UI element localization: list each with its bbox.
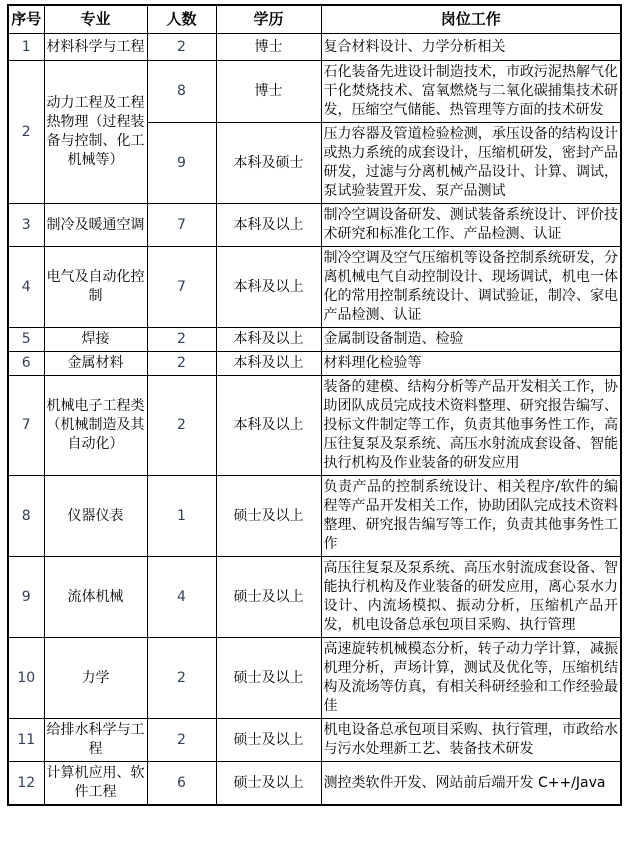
row-number-cell: 8 <box>8 476 44 557</box>
major-cell: 电气及自动化控制 <box>44 247 147 328</box>
table-body <box>8 34 621 806</box>
row-number-cell: 10 <box>8 638 44 719</box>
degree-cell: 本科及以上 <box>216 204 321 247</box>
degree-cell: 本科及硕士 <box>216 123 321 204</box>
degree-cell: 本科及以上 <box>216 247 321 328</box>
table-row <box>8 34 621 61</box>
table-row <box>8 476 621 557</box>
duties-cell: 压力容器及管道检验检测，承压设备的结构设计或热力系统的成套设计，压缩机研发，密封产品研发，过滤与分离机械产品设计、计算、调试，泵试验装置开发、泵产品测试 <box>321 123 621 204</box>
table-row <box>8 719 621 762</box>
degree-cell: 本科及以上 <box>216 376 321 476</box>
table-row <box>8 352 621 376</box>
degree-cell: 本科及以上 <box>216 352 321 376</box>
row-number-cell: 6 <box>8 352 44 376</box>
duties-cell: 负责产品的控制系统设计、相关程序/软件的编程等产品开发相关工作，协助团队完成技术资料整理、研究报告编写等工作，负责其他事务性工作 <box>321 476 621 557</box>
row-number-cell: 7 <box>8 376 44 476</box>
major-cell: 焊接 <box>44 328 147 352</box>
count-cell: 4 <box>147 557 216 638</box>
degree-cell: 硕士及以上 <box>216 638 321 719</box>
row-number-cell: 9 <box>8 557 44 638</box>
table-row <box>8 557 621 638</box>
major-cell: 给排水科学与工程 <box>44 719 147 762</box>
table-row <box>8 61 621 123</box>
header-row <box>8 5 621 34</box>
row-number-cell: 11 <box>8 719 44 762</box>
duties-cell: 机电设备总承包项目采购、执行管理，市政给水与污水处理新工艺、装备技术研发 <box>321 719 621 762</box>
duties-cell: 装备的建模、结构分析等产品开发相关工作，协助团队成员完成技术资料整理、研究报告编写、投标文件制定等工作，负责其他事务性工作，高压往复泵及泵系统、高压水射流成套设备、智能执行机构及作业装备的研发应用 <box>321 376 621 476</box>
duties-cell: 制冷空调设备研发、测试装备系统设计、评价技术研究和标准化工作、产品检测、认证 <box>321 204 621 247</box>
major-cell: 金属材料 <box>44 352 147 376</box>
count-cell: 8 <box>147 61 216 123</box>
count-cell: 1 <box>147 476 216 557</box>
table-header <box>8 5 621 34</box>
degree-cell: 硕士及以上 <box>216 557 321 638</box>
count-cell: 2 <box>147 719 216 762</box>
major-cell: 机械电子工程类（机械制造及其自动化） <box>44 376 147 476</box>
count-cell: 2 <box>147 34 216 61</box>
row-number-cell: 4 <box>8 247 44 328</box>
duties-cell: 石化装备先进设计制造技术，市政污泥热解气化干化焚烧技术、富氧燃烧与二氧化碳捕集技术研发，压缩空气储能、热管理等方面的技术研发 <box>321 61 621 123</box>
table-row <box>8 638 621 719</box>
major-cell: 制冷及暖通空调 <box>44 204 147 247</box>
duties-cell: 高速旋转机械模态分析，转子动力学计算，减振机理分析，声场计算，测试及优化等，压缩机结构及流场等仿真，有相关科研经验和工作经验最佳 <box>321 638 621 719</box>
table-row <box>8 328 621 352</box>
count-cell: 7 <box>147 247 216 328</box>
major-cell: 材料科学与工程 <box>44 34 147 61</box>
degree-cell: 博士 <box>216 61 321 123</box>
column-header-count: 人数 <box>147 5 216 34</box>
table-row <box>8 204 621 247</box>
duties-cell: 高压往复泵及泵系统、高压水射流成套设备、智能执行机构及作业装备的研发应用，离心泵水力设计、内流场模拟、振动分析，压缩机产品开发，机电设备总承包项目采购、执行管理 <box>321 557 621 638</box>
count-cell: 2 <box>147 376 216 476</box>
row-number-cell: 12 <box>8 762 44 806</box>
column-header-no: 序号 <box>8 5 44 34</box>
duties-cell: 测控类软件开发、网站前后端开发 C++/Java <box>321 762 621 806</box>
duties-cell: 复合材料设计、力学分析相关 <box>321 34 621 61</box>
degree-cell: 硕士及以上 <box>216 476 321 557</box>
degree-cell: 硕士及以上 <box>216 762 321 806</box>
column-header-major: 专业 <box>44 5 147 34</box>
duties-cell: 制冷空调及空气压缩机等设备控制系统研发，分离机械电气自动控制设计、现场调试，机电一体化的常用控制系统设计、调试验证，制冷、家电产品检测、认证 <box>321 247 621 328</box>
count-cell: 2 <box>147 328 216 352</box>
degree-cell: 博士 <box>216 34 321 61</box>
count-cell: 9 <box>147 123 216 204</box>
row-number-cell: 2 <box>8 61 44 204</box>
count-cell: 7 <box>147 204 216 247</box>
row-number-cell: 5 <box>8 328 44 352</box>
recruitment-table <box>7 4 622 806</box>
duties-cell: 金属制设备制造、检验 <box>321 328 621 352</box>
table-row <box>8 376 621 476</box>
row-number-cell: 3 <box>8 204 44 247</box>
table-row <box>8 247 621 328</box>
major-cell: 力学 <box>44 638 147 719</box>
row-number-cell: 1 <box>8 34 44 61</box>
degree-cell: 硕士及以上 <box>216 719 321 762</box>
table-row <box>8 762 621 806</box>
column-header-duties: 岗位工作 <box>321 5 621 34</box>
column-header-degree: 学历 <box>216 5 321 34</box>
major-cell: 计算机应用、软件工程 <box>44 762 147 806</box>
count-cell: 2 <box>147 352 216 376</box>
degree-cell: 本科及以上 <box>216 328 321 352</box>
count-cell: 2 <box>147 638 216 719</box>
count-cell: 6 <box>147 762 216 806</box>
major-cell: 流体机械 <box>44 557 147 638</box>
major-cell: 动力工程及工程热物理（过程装备与控制、化工机械等） <box>44 61 147 204</box>
major-cell: 仪器仪表 <box>44 476 147 557</box>
duties-cell: 材料理化检验等 <box>321 352 621 376</box>
